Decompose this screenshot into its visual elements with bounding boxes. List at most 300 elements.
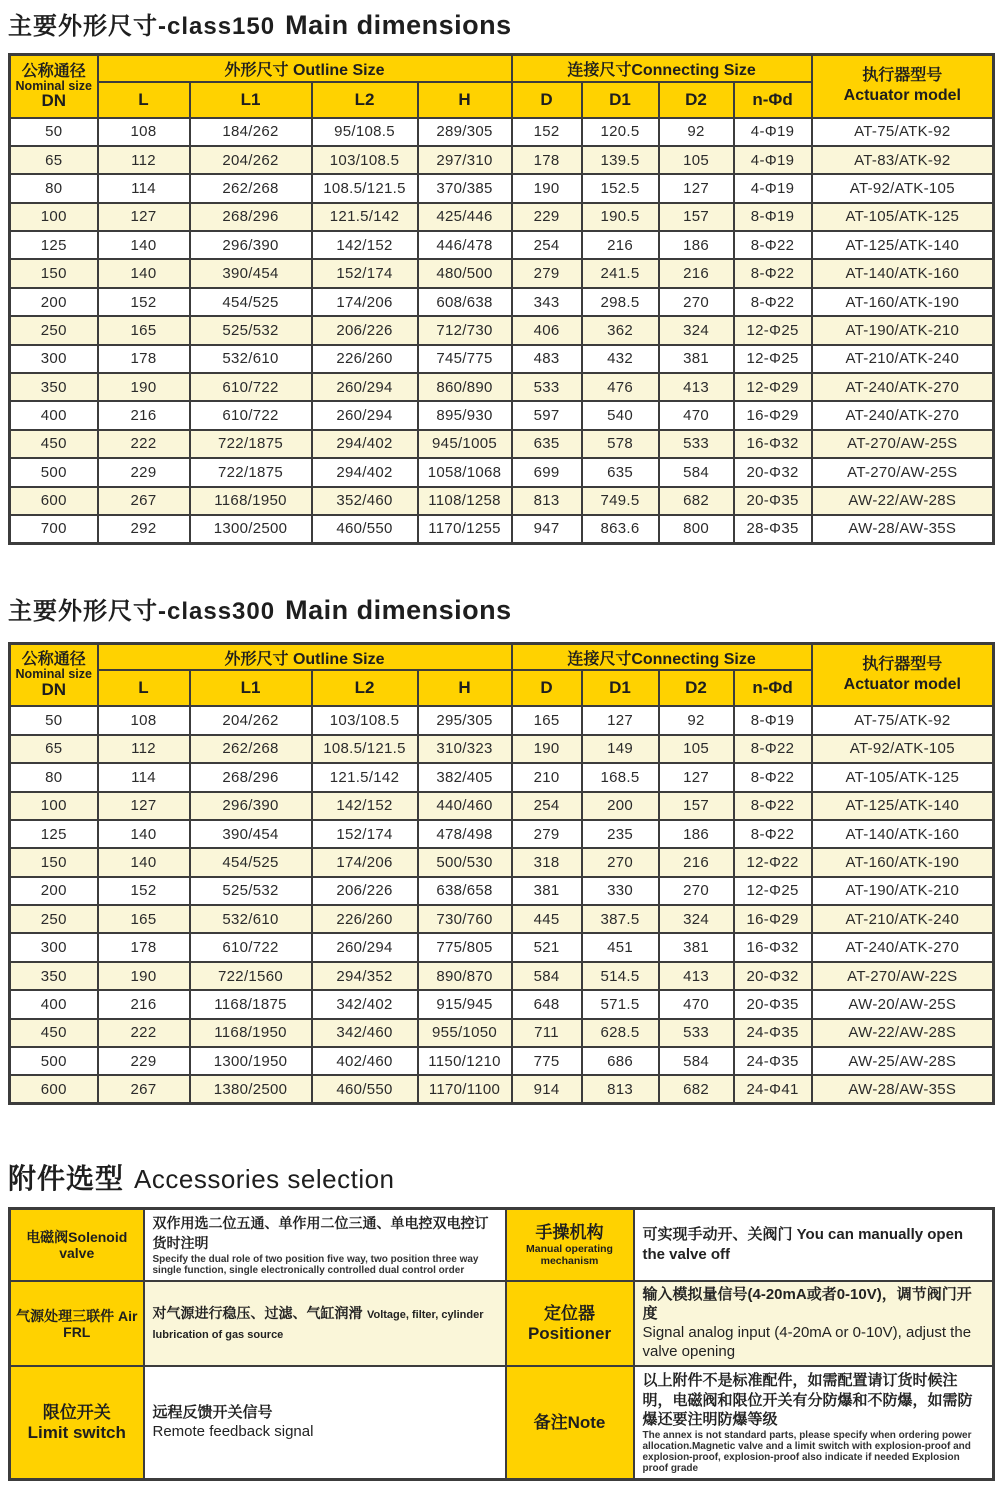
- table-cell: 149: [582, 735, 659, 763]
- table-cell: 350: [10, 962, 98, 990]
- table-cell: AT-210/ATK-240: [812, 345, 994, 373]
- table-cell: 381: [659, 933, 734, 961]
- table-cell: 168.5: [582, 763, 659, 791]
- table-cell: AW-28/AW-35S: [812, 515, 994, 543]
- table-cell: 460/550: [312, 515, 418, 543]
- table-cell: AT-210/ATK-240: [812, 905, 994, 933]
- table-cell: 100: [10, 792, 98, 820]
- table-cell: 140: [98, 231, 190, 259]
- table-cell: 8-Φ22: [734, 288, 812, 316]
- section-title-class150: [8, 6, 992, 41]
- table-cell: 92: [659, 706, 734, 734]
- table-cell: 4-Φ19: [734, 118, 812, 146]
- table-cell: 584: [659, 1047, 734, 1075]
- table-cell: 1168/1950: [190, 1019, 312, 1047]
- table-cell: 12-Φ25: [734, 345, 812, 373]
- table-cell: 712/730: [418, 316, 512, 344]
- table-cell: 200: [10, 877, 98, 905]
- table-cell: 140: [98, 820, 190, 848]
- limit-switch-label: [10, 1366, 144, 1479]
- table-cell: 500: [10, 458, 98, 486]
- note-description: [634, 1366, 994, 1479]
- table-cell: 413: [659, 962, 734, 990]
- table-cell: 296/390: [190, 231, 312, 259]
- table-row: [10, 373, 994, 401]
- table-cell: 4-Φ19: [734, 146, 812, 174]
- table-cell: 279: [512, 259, 582, 287]
- column-group-outline-size: 外形尺寸 Outline Size: [98, 643, 512, 670]
- table-cell: 262/268: [190, 174, 312, 202]
- table-cell: 525/532: [190, 877, 312, 905]
- table-cell: 945/1005: [418, 430, 512, 458]
- air-frl-description: [144, 1281, 506, 1366]
- table-cell: 470: [659, 990, 734, 1018]
- table-cell: 813: [582, 1075, 659, 1103]
- table-cell: 775/805: [418, 933, 512, 961]
- table-cell: 352/460: [312, 487, 418, 515]
- table-cell: 140: [98, 848, 190, 876]
- table-cell: 406: [512, 316, 582, 344]
- table-cell: 730/760: [418, 905, 512, 933]
- table-cell: 260/294: [312, 373, 418, 401]
- table-cell: 525/532: [190, 316, 312, 344]
- table-cell: 514.5: [582, 962, 659, 990]
- note-desc-zh: 以上附件不是标准配件，如需配置请订货时候注明，电磁阀和限位开关有分防爆和不防爆，如需防爆还要注明防爆等级: [642, 1372, 973, 1429]
- table-cell: 295/305: [418, 706, 512, 734]
- table-cell: 24-Φ35: [734, 1019, 812, 1047]
- table-cell: AW-25/AW-28S: [812, 1047, 994, 1075]
- column-header-l2: L2: [312, 82, 418, 118]
- table-cell: 270: [659, 288, 734, 316]
- table-cell: 914: [512, 1075, 582, 1103]
- table-row: [10, 487, 994, 515]
- table-cell: AW-22/AW-28S: [812, 1019, 994, 1047]
- table-cell: 330: [582, 877, 659, 905]
- table-cell: 80: [10, 174, 98, 202]
- table-cell: 915/945: [418, 990, 512, 1018]
- table-cell: 638/658: [418, 877, 512, 905]
- positioner-description: [634, 1281, 994, 1366]
- table-cell: AT-75/ATK-92: [812, 706, 994, 734]
- table-cell: 112: [98, 146, 190, 174]
- table-cell: 294/402: [312, 430, 418, 458]
- table-cell: 270: [659, 877, 734, 905]
- table-cell: 294/402: [312, 458, 418, 486]
- table-cell: 454/525: [190, 848, 312, 876]
- limit-switch-description: [144, 1366, 506, 1479]
- table-row: [10, 877, 994, 905]
- table-cell: 108: [98, 118, 190, 146]
- column-header-l: L: [98, 82, 190, 118]
- table-cell: 1170/1255: [418, 515, 512, 543]
- frl-desc-en: Voltage, filter, cylinder lubrication of gas source: [152, 1308, 484, 1341]
- table-cell: 532/610: [190, 345, 312, 373]
- table-cell: AT-240/ATK-270: [812, 373, 994, 401]
- actuator-header-zh: 执行器型号: [862, 656, 943, 674]
- column-header-d2: D2: [659, 82, 734, 118]
- table-cell: 150: [10, 848, 98, 876]
- section-title-accessories-zh: 附件选型: [8, 1163, 125, 1195]
- column-header-d: D: [512, 82, 582, 118]
- table-row: [10, 763, 994, 791]
- table-cell: 289/305: [418, 118, 512, 146]
- table-cell: 745/775: [418, 345, 512, 373]
- table-cell: 446/478: [418, 231, 512, 259]
- header-group-row: [10, 55, 994, 82]
- column-group-connecting-size: 连接尺寸Connecting Size: [512, 643, 812, 670]
- positioner-label-text: 定位器Positioner: [527, 1304, 612, 1343]
- table-cell: 204/262: [190, 146, 312, 174]
- table-cell: 125: [10, 231, 98, 259]
- column-group-connecting-size: 连接尺寸Connecting Size: [512, 55, 812, 82]
- section-title-class150-zh: 主要外形尺寸-class150: [8, 13, 276, 40]
- table-cell: 112: [98, 735, 190, 763]
- table-cell: 390/454: [190, 820, 312, 848]
- table-cell: 342/402: [312, 990, 418, 1018]
- table-cell: 296/390: [190, 792, 312, 820]
- manual-label-zh: 手操机构: [535, 1223, 604, 1243]
- column-header-l2: L2: [312, 670, 418, 706]
- table-row: [10, 735, 994, 763]
- table-cell: 200: [582, 792, 659, 820]
- table-cell: AT-105/ATK-125: [812, 203, 994, 231]
- table-cell: 600: [10, 1075, 98, 1103]
- table-cell: 165: [98, 316, 190, 344]
- table-cell: 775: [512, 1047, 582, 1075]
- table-cell: 860/890: [418, 373, 512, 401]
- table-cell: 8-Φ22: [734, 259, 812, 287]
- table-cell: 92: [659, 118, 734, 146]
- table-cell: 8-Φ22: [734, 763, 812, 791]
- table-cell: 270: [582, 848, 659, 876]
- table-cell: AT-92/ATK-105: [812, 174, 994, 202]
- table-cell: 229: [512, 203, 582, 231]
- table-cell: 216: [659, 848, 734, 876]
- table-cell: 440/460: [418, 792, 512, 820]
- table-cell: 50: [10, 706, 98, 734]
- table-cell: 413: [659, 373, 734, 401]
- table-cell: 682: [659, 1075, 734, 1103]
- table-row: [10, 174, 994, 202]
- table-cell: 279: [512, 820, 582, 848]
- table-cell: 114: [98, 174, 190, 202]
- table-cell: 16-Φ32: [734, 430, 812, 458]
- table-cell: 571.5: [582, 990, 659, 1018]
- table-cell: 390/454: [190, 259, 312, 287]
- table-cell: 1170/1100: [418, 1075, 512, 1103]
- dn-header-en: Nominal size: [15, 667, 92, 682]
- table-cell: 298.5: [582, 288, 659, 316]
- table-cell: 711: [512, 1019, 582, 1047]
- table-cell: 292: [98, 515, 190, 543]
- note-label-text: 备注Note: [533, 1412, 606, 1432]
- table-cell: AT-160/ATK-190: [812, 288, 994, 316]
- table-cell: 521: [512, 933, 582, 961]
- table-cell: 1300/2500: [190, 515, 312, 543]
- positioner-label: [506, 1281, 634, 1366]
- table-cell: 260/294: [312, 401, 418, 429]
- table-cell: AT-125/ATK-140: [812, 792, 994, 820]
- table-cell: 16-Φ32: [734, 933, 812, 961]
- table-row: [10, 1047, 994, 1075]
- header-group-row: [10, 643, 994, 670]
- table-cell: AW-22/AW-28S: [812, 487, 994, 515]
- table-cell: 350: [10, 373, 98, 401]
- table-cell: 226/260: [312, 905, 418, 933]
- table-cell: 1150/1210: [418, 1047, 512, 1075]
- table-cell: 450: [10, 430, 98, 458]
- accessories-row-solenoid-manual: [10, 1209, 994, 1282]
- table-cell: 318: [512, 848, 582, 876]
- table-cell: 100: [10, 203, 98, 231]
- table-cell: 483: [512, 345, 582, 373]
- table-cell: 324: [659, 905, 734, 933]
- table-row: [10, 933, 994, 961]
- table-row: [10, 316, 994, 344]
- table-cell: 174/206: [312, 848, 418, 876]
- table-cell: 895/930: [418, 401, 512, 429]
- table-cell: 210: [512, 763, 582, 791]
- table-cell: 600: [10, 487, 98, 515]
- table-cell: 610/722: [190, 933, 312, 961]
- note-desc-en: The annex is not standard parts, please specify when ordering power allocation.Magnetic valve and a limit switch with explosion-proof and explosion-proof, explosion-proof also indicate if needed Explosion proof grade: [642, 1429, 972, 1474]
- positioner-desc-en: Signal analog input (4-20mA or 0-10V), adjust the valve opening: [642, 1323, 972, 1360]
- table-cell: 628.5: [582, 1019, 659, 1047]
- table-cell: 947: [512, 515, 582, 543]
- column-header-d1: D1: [582, 82, 659, 118]
- table-cell: 608/638: [418, 288, 512, 316]
- table-cell: 254: [512, 792, 582, 820]
- table-cell: 120.5: [582, 118, 659, 146]
- class300-dimensions-table: [8, 642, 995, 1105]
- table-cell: 28-Φ35: [734, 515, 812, 543]
- table-cell: 343: [512, 288, 582, 316]
- table-cell: 103/108.5: [312, 146, 418, 174]
- table-cell: AT-240/ATK-270: [812, 933, 994, 961]
- table-cell: AT-270/AW-25S: [812, 430, 994, 458]
- table-cell: 114: [98, 763, 190, 791]
- table-cell: 157: [659, 792, 734, 820]
- table-cell: 578: [582, 430, 659, 458]
- table-cell: 686: [582, 1047, 659, 1075]
- table-cell: AT-83/ATK-92: [812, 146, 994, 174]
- table-cell: AW-20/AW-25S: [812, 990, 994, 1018]
- section-title-accessories-en: Accessories selection: [134, 1164, 395, 1195]
- table-cell: 400: [10, 401, 98, 429]
- column-header-nd: n-Φd: [734, 82, 812, 118]
- table-cell: 152.5: [582, 174, 659, 202]
- table-cell: 142/152: [312, 792, 418, 820]
- section-title-class300-en: Main dimensions: [285, 594, 512, 625]
- table-cell: AT-270/AW-22S: [812, 962, 994, 990]
- table-row: [10, 1075, 994, 1103]
- solenoid-valve-label-text: 电磁阀Solenoid valve: [26, 1229, 128, 1262]
- table-cell: 1108/1258: [418, 487, 512, 515]
- table-cell: 425/446: [418, 203, 512, 231]
- table-cell: 584: [512, 962, 582, 990]
- table-cell: 8-Φ19: [734, 706, 812, 734]
- table-cell: 190: [512, 735, 582, 763]
- table-row: [10, 259, 994, 287]
- class150-dimensions-table: [8, 53, 995, 545]
- column-header-dn: [10, 55, 98, 118]
- table-cell: 342/460: [312, 1019, 418, 1047]
- table-cell: 206/226: [312, 316, 418, 344]
- table-cell: 190: [98, 962, 190, 990]
- table-cell: 127: [659, 763, 734, 791]
- table-cell: 635: [582, 458, 659, 486]
- table-cell: 140: [98, 259, 190, 287]
- table-cell: 8-Φ19: [734, 203, 812, 231]
- table-row: [10, 792, 994, 820]
- table-cell: 800: [659, 515, 734, 543]
- table-cell: 125: [10, 820, 98, 848]
- table-cell: 16-Φ29: [734, 905, 812, 933]
- table-row: [10, 820, 994, 848]
- actuator-header-en: Actuator model: [843, 87, 961, 105]
- table-row: [10, 430, 994, 458]
- table-cell: 268/296: [190, 763, 312, 791]
- table-cell: 20-Φ35: [734, 487, 812, 515]
- table-cell: 1380/2500: [190, 1075, 312, 1103]
- table-cell: 178: [512, 146, 582, 174]
- table-cell: 1300/1950: [190, 1047, 312, 1075]
- table-cell: 454/525: [190, 288, 312, 316]
- table-cell: 235: [582, 820, 659, 848]
- table-cell: 108: [98, 706, 190, 734]
- column-header-l1: L1: [190, 82, 312, 118]
- section-title-class300-zh: 主要外形尺寸-class300: [8, 597, 276, 625]
- table-cell: 178: [98, 933, 190, 961]
- table-row: [10, 118, 994, 146]
- table-cell: 381: [512, 877, 582, 905]
- table-cell: 267: [98, 487, 190, 515]
- table-cell: 262/268: [190, 735, 312, 763]
- column-header-actuator: [812, 55, 994, 118]
- table-row: [10, 231, 994, 259]
- column-header-h: H: [418, 82, 512, 118]
- dn-header-zh: 公称通径: [21, 62, 86, 80]
- table-cell: 157: [659, 203, 734, 231]
- table-cell: 813: [512, 487, 582, 515]
- table-cell: 4-Φ19: [734, 174, 812, 202]
- table-cell: 152: [98, 288, 190, 316]
- table-cell: 533: [512, 373, 582, 401]
- table-cell: 152: [512, 118, 582, 146]
- limit-desc-en: Remote feedback signal: [152, 1422, 314, 1440]
- solenoid-valve-description: [144, 1209, 506, 1282]
- table-cell: 121.5/142: [312, 203, 418, 231]
- table-cell: 250: [10, 905, 98, 933]
- table-cell: 229: [98, 1047, 190, 1075]
- table-cell: 533: [659, 430, 734, 458]
- table-cell: AT-190/ATK-210: [812, 877, 994, 905]
- manual-mechanism-label: [506, 1209, 634, 1282]
- table-cell: 216: [582, 231, 659, 259]
- table-cell: 20-Φ35: [734, 990, 812, 1018]
- table-cell: AW-28/AW-35S: [812, 1075, 994, 1103]
- table-cell: 268/296: [190, 203, 312, 231]
- table-cell: 190: [512, 174, 582, 202]
- column-header-l1: L1: [190, 670, 312, 706]
- positioner-desc-zh: 输入模拟量信号(4-20mA或者0-10V)，调节阀门开度: [642, 1286, 972, 1323]
- table-cell: AT-140/ATK-160: [812, 259, 994, 287]
- column-header-d1: D1: [582, 670, 659, 706]
- table-cell: 216: [98, 990, 190, 1018]
- table-row: [10, 345, 994, 373]
- table-cell: 863.6: [582, 515, 659, 543]
- solenoid-desc-en: Specify the dual role of two position five way, two position three way single function, single electronically controlled dual control order: [152, 1254, 479, 1277]
- table-cell: 105: [659, 146, 734, 174]
- table-cell: 108.5/121.5: [312, 174, 418, 202]
- table-cell: 12-Φ25: [734, 316, 812, 344]
- frl-desc-zh: 对气源进行稳压、过滤、气缸润滑: [152, 1304, 363, 1321]
- table-cell: 174/206: [312, 288, 418, 316]
- table-cell: 186: [659, 231, 734, 259]
- table-cell: 216: [98, 401, 190, 429]
- table-cell: 610/722: [190, 373, 312, 401]
- table-cell: 584: [659, 458, 734, 486]
- table-cell: 533: [659, 1019, 734, 1047]
- table-cell: 190.5: [582, 203, 659, 231]
- table-cell: 150: [10, 259, 98, 287]
- table-cell: 80: [10, 763, 98, 791]
- table-cell: 20-Φ32: [734, 458, 812, 486]
- table-cell: 226/260: [312, 345, 418, 373]
- table-row: [10, 990, 994, 1018]
- table-cell: 8-Φ22: [734, 820, 812, 848]
- table-cell: AT-140/ATK-160: [812, 820, 994, 848]
- air-frl-label: [10, 1281, 144, 1366]
- solenoid-valve-label: [10, 1209, 144, 1282]
- table-cell: 387.5: [582, 905, 659, 933]
- table-cell: 297/310: [418, 146, 512, 174]
- table-cell: AT-270/AW-25S: [812, 458, 994, 486]
- table-cell: AT-75/ATK-92: [812, 118, 994, 146]
- table-cell: 24-Φ41: [734, 1075, 812, 1103]
- table-cell: 500/530: [418, 848, 512, 876]
- actuator-header-zh: 执行器型号: [862, 67, 943, 85]
- section-title-class300: [8, 591, 992, 626]
- limit-label-en: Limit switch: [27, 1422, 126, 1442]
- table-cell: AT-92/ATK-105: [812, 735, 994, 763]
- column-header-h: H: [418, 670, 512, 706]
- table-cell: 241.5: [582, 259, 659, 287]
- table-cell: 178: [98, 345, 190, 373]
- table-cell: 105: [659, 735, 734, 763]
- table-cell: 955/1050: [418, 1019, 512, 1047]
- table-cell: 890/870: [418, 962, 512, 990]
- manual-label-en: Manual operating mechanism: [526, 1243, 613, 1268]
- table-cell: 597: [512, 401, 582, 429]
- table-cell: 324: [659, 316, 734, 344]
- column-header-dn: [10, 643, 98, 706]
- air-frl-label-text: 气源处理三联件 Air FRL: [16, 1307, 138, 1340]
- table-cell: 635: [512, 430, 582, 458]
- column-header-nd: n-Φd: [734, 670, 812, 706]
- table-cell: 190: [98, 373, 190, 401]
- section-title-accessories: [8, 1157, 992, 1197]
- table-cell: 532/610: [190, 905, 312, 933]
- table-cell: 8-Φ22: [734, 735, 812, 763]
- dn-header-code: DN: [41, 91, 67, 110]
- table-cell: 103/108.5: [312, 706, 418, 734]
- table-cell: 470: [659, 401, 734, 429]
- table-cell: 460/550: [312, 1075, 418, 1103]
- table-cell: 300: [10, 345, 98, 373]
- table-cell: 108.5/121.5: [312, 735, 418, 763]
- table-cell: 165: [98, 905, 190, 933]
